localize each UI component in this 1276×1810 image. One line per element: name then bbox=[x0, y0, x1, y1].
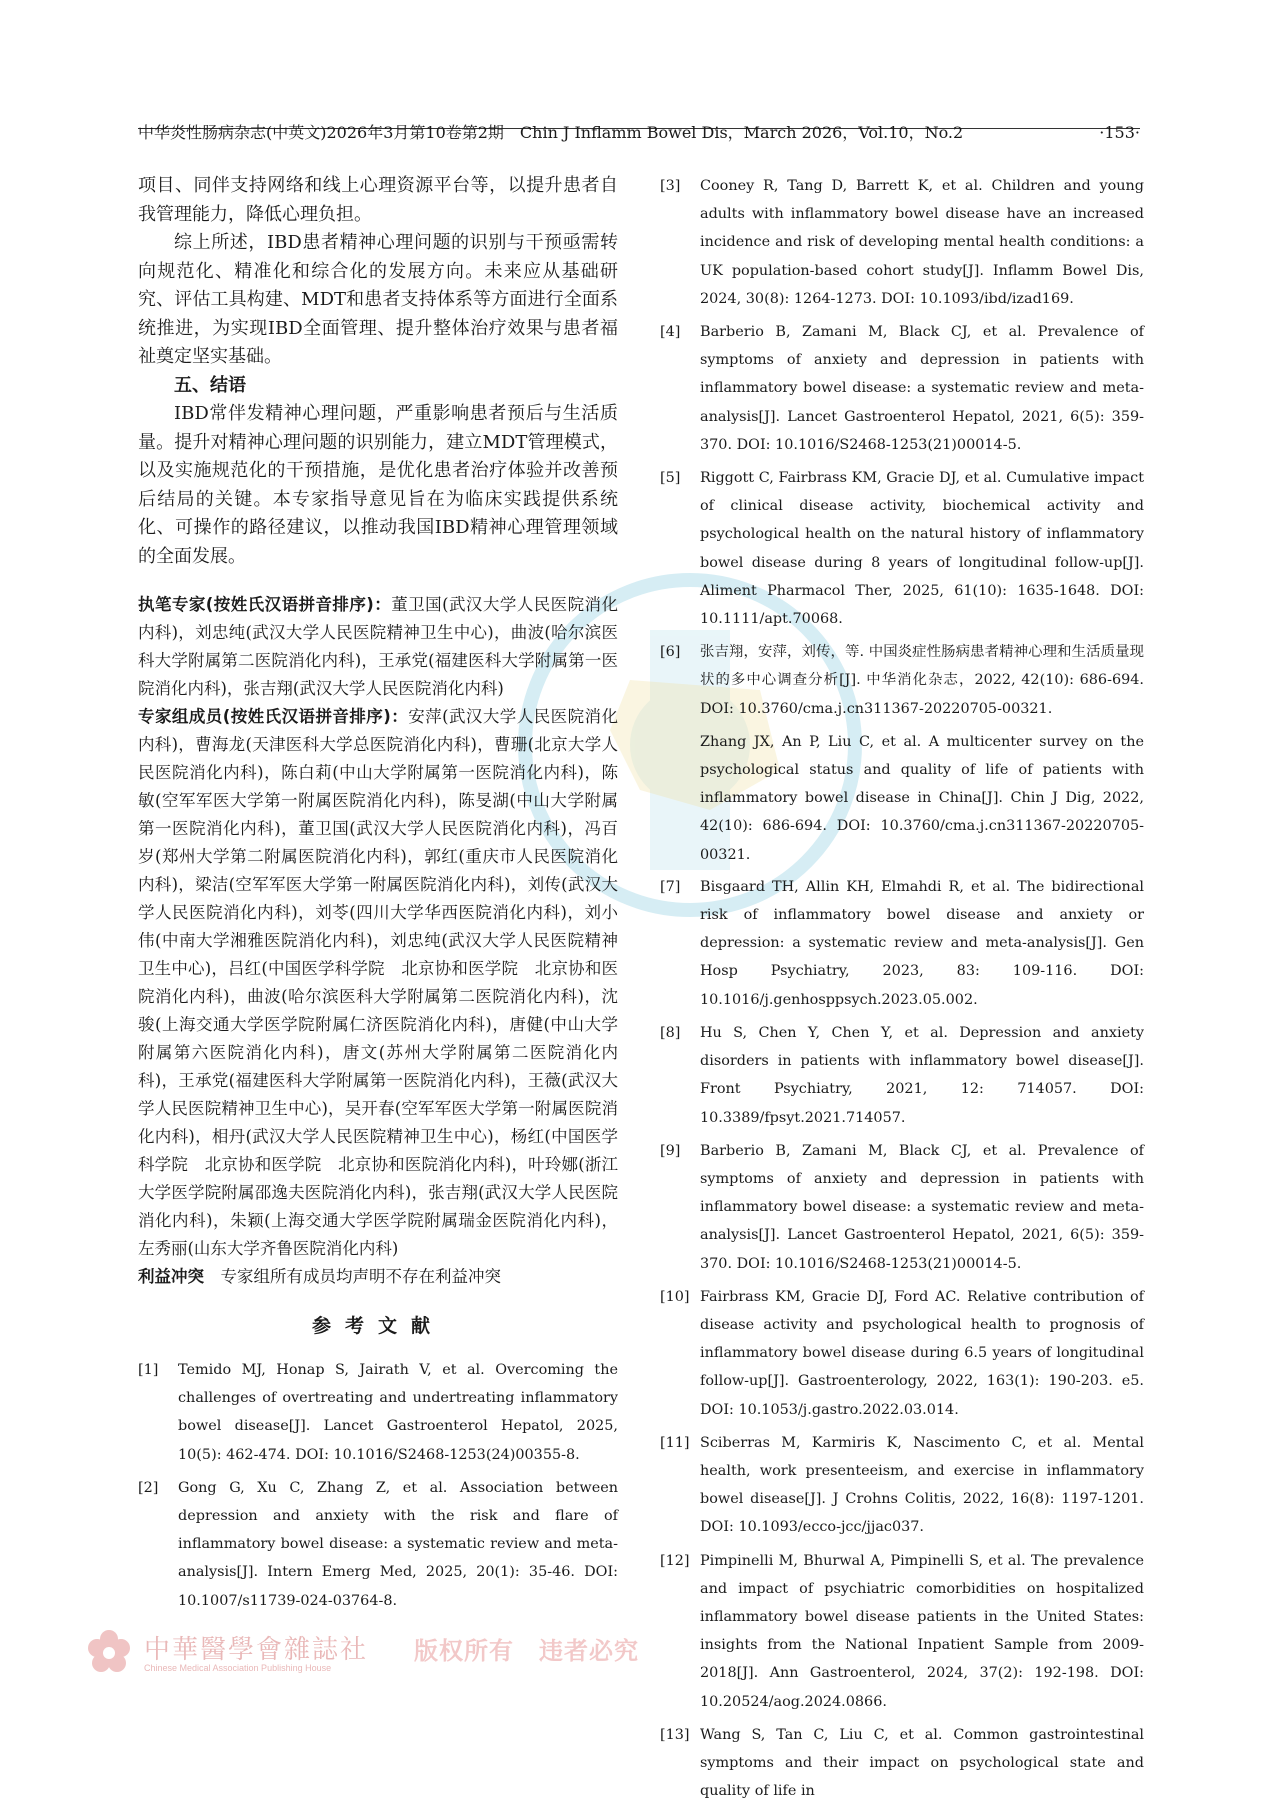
summary-paragraph: 综上所述，IBD患者精神心理问题的识别与干预亟需转向规范化、精准化和综合化的发展方向。未来应从基础研究、评估工具构建、MDT和患者支持体系等方面进行全面系统推进，为实现IBD全面管理、提升整体治疗效果与患者福祉奠定坚实基础。 bbox=[138, 232, 618, 367]
page-number: ·153· bbox=[1099, 123, 1140, 142]
reference-item bbox=[660, 1019, 1144, 1132]
continued-paragraph: 项目、同伴支持网络和线上心理资源平台等，以提升患者自我管理能力，降低心理负担。 bbox=[138, 175, 618, 225]
references-heading: 参考文献 bbox=[311, 1315, 444, 1337]
reference-item bbox=[660, 1429, 1144, 1542]
members-text: 安萍(武汉大学人民医院消化内科)，曹海龙(天津医科大学总医院消化内科)，曹珊(北京大学人民医院消化内科)，陈白莉(中山大学附属第一医院消化内科)，陈敏(空军军医大学第一附属医院消化内科)，陈旻湖(中山大学附属第一医院消化内科)，董卫国(武汉大学人民医院消化内科)，冯百岁(郑州大学第二附属医院消化内科)，郭红(重庆市人民医院消化内科)，梁洁(空军军医大学第一附属医院消化内科)，刘传(武汉大学人民医院消化内科)，刘苓(四川大学华西医院消化内科)，刘小伟(中南大学湘雅医院消化内科)，刘忠纯(武汉大学人民医院精神卫生中心)，吕红(中国医学科学院 北京协和医学院 北京协和医院消化内科)，曲波(哈尔滨医科大学附属第二医院消化内科)，沈骏(上海交通大学医学院附属仁济医院消化内科)，唐健(中山大学附属第六医院消化内科)，唐文(苏州大学附属第二医院消化内科)，王承党(福建医科大学附属第一医院消化内科)，王薇(武汉大学人民医院精神卫生中心)，吴开春(空军军医大学第一附属医院消化内科)，相丹(武汉大学人民医院精神卫生中心)，杨红(中国医学科学院 北京协和医学院 北京协和医院消化内科)，叶玲娜(浙江大学医学院附属邵逸夫医院消化内科)，张吉翔(武汉大学人民医院消化内科)，朱颖(上海交通大学医学院附属瑞金医院消化内科)，左秀丽(山东大学齐鲁医院消化内科) bbox=[138, 707, 618, 1258]
left-column bbox=[138, 172, 618, 1620]
reference-item bbox=[660, 1137, 1144, 1278]
reference-number: [7] bbox=[660, 878, 681, 895]
publisher-name-en: Chinese Medical Association Publishing House bbox=[144, 1663, 332, 1673]
coi-label: 利益冲突 bbox=[138, 1267, 204, 1286]
reference-item bbox=[660, 1283, 1144, 1424]
publisher-flower-icon bbox=[84, 1627, 134, 1677]
writers-block bbox=[138, 591, 618, 703]
reference-item bbox=[660, 873, 1144, 1014]
writers-label: 执笔专家(按姓氏汉语拼音排序)： bbox=[138, 595, 392, 614]
publisher-watermark bbox=[84, 1625, 644, 1685]
reference-number: [13] bbox=[660, 1726, 690, 1743]
reference-text: Wang S, Tan C, Liu C, et al. Common gastrointestinal symptoms and their impact on psychological state and quality of life in bbox=[700, 1726, 1144, 1800]
reference-item-translation bbox=[660, 728, 1144, 869]
reference-number: [6] bbox=[660, 644, 681, 661]
reference-number: [8] bbox=[660, 1024, 681, 1041]
reference-item bbox=[660, 638, 1144, 723]
reference-number: [2] bbox=[138, 1479, 159, 1496]
reference-item bbox=[138, 1356, 618, 1469]
members-block bbox=[138, 703, 618, 1263]
reference-text: Pimpinelli M, Bhurwal A, Pimpinelli S, et al. The prevalence and impact of psychiatric comorbidities on hospitalized inflammatory bowel disease patients in the United States: insights from the National Inpatient Sample from 2009-2018[J]. Ann Gastroenterol, 2024, 37(2): 192-198. DOI: 10.20524/aog.2024.0866. bbox=[700, 1552, 1144, 1710]
writers-text: 董卫国(武汉大学人民医院消化内科)，刘忠纯(武汉大学人民医院精神卫生中心)，曲波(哈尔滨医科大学附属第二医院消化内科)，王承党(福建医科大学附属第一医院消化内科)，张吉翔(武汉大学人民医院消化内科) bbox=[138, 595, 619, 698]
reference-text: Barberio B, Zamani M, Black CJ, et al. Prevalence of symptoms of anxiety and depression in patients with inflammatory bowel disease: a systematic review and meta-analysis[J]. Lancet Gastroenterol Hepatol, 2021, 6(5): 359-370. DOI: 10.1016/S2468-1253(21)00014-5. bbox=[700, 1142, 1144, 1272]
reference-number: [11] bbox=[660, 1434, 690, 1451]
reference-number: [3] bbox=[660, 178, 681, 194]
reference-text: Riggott C, Fairbrass KM, Gracie DJ, et al. Cumulative impact of clinical disease activity, biochemical activity and psychological health on the natural history of inflammatory bowel disease during 8 years of longitudinal follow-up[J]. Aliment Pharmacol Ther, 2025, 61(10): 1635-1648. DOI: 10.1111/apt.70068. bbox=[700, 470, 1144, 628]
author-list bbox=[138, 591, 618, 1291]
reference-text: Temido MJ, Honap S, Jairath V, et al. Overcoming the challenges of overtreating and undertreating inflammatory bowel disease[J]. Lancet Gastroenterol Hepatol, 2025, 10(5): 462-474. DOI: 10.1016/S2468-1253(24)00355-8. bbox=[178, 1362, 618, 1463]
coi-text: 专家组所有成员均声明不存在利益冲突 bbox=[220, 1267, 501, 1286]
reference-item bbox=[138, 1474, 618, 1615]
reference-text: Gong G, Xu C, Zhang Z, et al. Association between depression and anxiety with the risk and flare of inflammatory bowel disease: a systematic review and meta-analysis[J]. Intern Emerg Med, 2025, 20(1): 35-46. DOI: 10.1007/s11739-024-03764-8. bbox=[178, 1479, 618, 1609]
reference-text: 张吉翔，安萍，刘传，等. 中国炎症性肠病患者精神心理和生活质量现状的多中心调查分析[J]. 中华消化杂志，2022, 42(10): 686-694. DOI: 10.3760/cma.j.cn311367-20220705-00321. bbox=[700, 644, 1144, 717]
members-label: 专家组成员(按姓氏汉语拼音排序)： bbox=[138, 707, 409, 726]
references-left bbox=[138, 1356, 618, 1615]
reference-number: [1] bbox=[138, 1362, 159, 1378]
reference-number: [4] bbox=[660, 324, 681, 341]
reference-text: Hu S, Chen Y, Chen Y, et al. Depression and anxiety disorders in patients with inflammatory bowel disease[J]. Front Psychiatry, 2021, 12: 714057. DOI: 10.3389/fpsyt.2021.714057. bbox=[700, 1024, 1144, 1126]
publisher-name-cn: 中華醫學會雜誌社 bbox=[144, 1635, 369, 1665]
reference-text: Fairbrass KM, Gracie DJ, Ford AC. Relative contribution of disease activity and psychological health to prognosis of inflammatory bowel disease during 6.5 years of longitudinal follow-up[J]. Gastroenterology, 2022, 163(1): 190-203. e5. DOI: 10.1053/j.gastro.2022.03.014. bbox=[700, 1288, 1144, 1418]
running-header bbox=[138, 122, 1140, 142]
reference-text: Zhang JX, An P, Liu C, et al. A multicenter survey on the psychological status and quality of life of patients with inflammatory bowel disease in China[J]. Chin J Dig, 2022, 42(10): 686-694. DOI: 10.3760/cma.j.cn311367-20220705-00321. bbox=[700, 733, 1144, 863]
reference-item bbox=[660, 464, 1144, 633]
reference-item bbox=[660, 172, 1144, 313]
reference-item bbox=[660, 1721, 1144, 1806]
reference-number: [5] bbox=[660, 470, 681, 487]
copyright-notice: 版权所有 违者必究 bbox=[414, 1637, 639, 1665]
reference-text: Barberio B, Zamani M, Black CJ, et al. Prevalence of symptoms of anxiety and depression in patients with inflammatory bowel disease: a systematic review and meta-analysis[J]. Lancet Gastroenterol Hepatol, 2021, 6(5): 359-370. DOI: 10.1016/S2468-1253(21)00014-5. bbox=[700, 324, 1144, 453]
reference-number: [10] bbox=[660, 1288, 690, 1305]
reference-text: Sciberras M, Karmiris K, Nascimento C, et al. Mental health, work presenteeism, and exercise in inflammatory bowel disease[J]. J Crohns Colitis, 2022, 16(8): 1197-1201. DOI: 10.1093/ecco-jcc/jjac037. bbox=[700, 1434, 1144, 1536]
right-column bbox=[660, 172, 1144, 1810]
journal-citation: 中华炎性肠病杂志(中英文)2026年3月第10卷第2期 Chin J Inflamm Bowel Dis，March 2026，Vol.10，No.2 bbox=[138, 123, 964, 142]
reference-number: [9] bbox=[660, 1142, 681, 1159]
reference-item bbox=[660, 1547, 1144, 1716]
references-right bbox=[660, 172, 1144, 1805]
conclusion-paragraph: IBD常伴发精神心理问题，严重影响患者预后与生活质量。提升对精神心理问题的识别能力，建立MDT管理模式，以及实施规范化的干预措施，是优化患者治疗体验并改善预后结局的关键。本专家指导意见旨在为临床实践提供系统化、可操作的路径建议，以推动我国IBD精神心理管理领域的全面发展。 bbox=[138, 403, 618, 567]
reference-item bbox=[660, 318, 1144, 459]
conflict-of-interest bbox=[138, 1263, 618, 1291]
reference-number: [12] bbox=[660, 1552, 690, 1569]
reference-text: Bisgaard TH, Allin KH, Elmahdi R, et al. The bidirectional risk of inflammatory bowel disease and anxiety or depression: a systematic review and meta-analysis[J]. Gen Hosp Psychiatry, 2023, 83: 109-116. DOI: 10.1016/j.genhosppsych.2023.05.002. bbox=[700, 878, 1144, 1008]
reference-text: Cooney R, Tang D, Barrett K, et al. Children and young adults with inflammatory bowel disease have an increased incidence and risk of developing mental health conditions: a UK population-based cohort study[J]. Inflamm Bowel Dis, 2024, 30(8): 1264-1273. DOI: 10.1093/ibd/izad169. bbox=[700, 178, 1144, 307]
section-heading-conclusion: 五、结语 bbox=[174, 374, 246, 396]
